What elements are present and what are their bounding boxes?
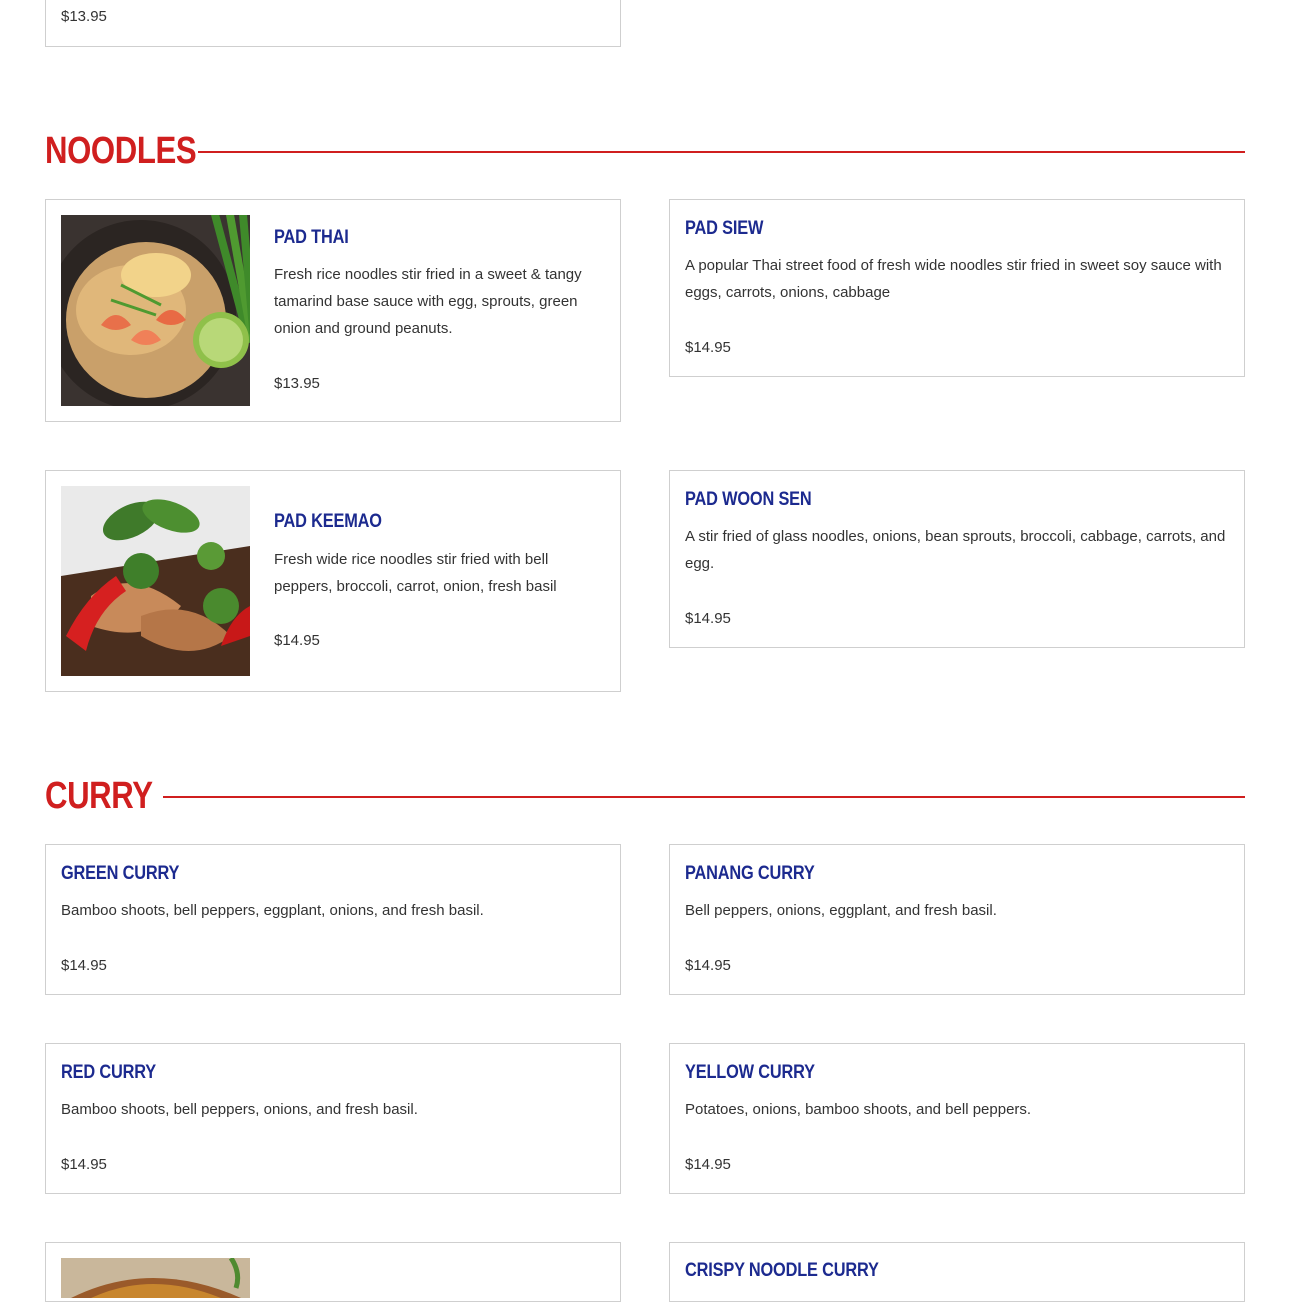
item-description: Fresh rice noodles stir fried in a sweet & tangy tamarind base sauce with egg, sprouts, green onion and ground peanuts.: [274, 266, 582, 337]
item-title: PAD KEEMAO: [274, 511, 382, 532]
item-price: $14.95: [61, 1156, 107, 1173]
item-price: $14.95: [61, 957, 107, 974]
item-description: Potatoes, onions, bamboo shoots, and bell peppers.: [685, 1101, 1032, 1118]
item-description: A popular Thai street food of fresh wide noodles stir fried in sweet soy sauce with eggs, carrots, onions, cabbage: [685, 257, 1222, 301]
item-description: Bell peppers, onions, eggplant, and fresh basil.: [685, 902, 997, 919]
menu-card-green-curry[interactable]: [45, 844, 621, 995]
item-title: YELLOW CURRY: [685, 1062, 815, 1083]
curry-photo: [61, 1258, 250, 1298]
pad-keemao-photo: [61, 486, 250, 676]
menu-card-pad-woon-sen[interactable]: [669, 470, 1245, 648]
item-description: Bamboo shoots, bell peppers, eggplant, onions, and fresh basil.: [61, 902, 484, 919]
item-title: PANANG CURRY: [685, 863, 815, 884]
item-title: PAD SIEW: [685, 218, 764, 239]
item-price: $14.95: [685, 610, 731, 627]
pad-thai-photo: [61, 215, 250, 406]
section-divider: [163, 796, 1245, 798]
item-price: $14.95: [685, 1156, 731, 1173]
menu-card-pad-thai[interactable]: [45, 199, 621, 422]
menu-card-curry-photo[interactable]: [45, 1242, 621, 1302]
section-title-curry: CURRY: [45, 775, 153, 817]
item-title: CRISPY NOODLE CURRY: [685, 1260, 879, 1281]
item-description: Bamboo shoots, bell peppers, onions, and fresh basil.: [61, 1101, 418, 1118]
item-title: RED CURRY: [61, 1062, 156, 1083]
section-divider: [198, 151, 1245, 153]
item-price: $14.95: [274, 632, 320, 649]
menu-card-crispy-noodle-curry[interactable]: [669, 1242, 1245, 1302]
menu-card-pad-siew[interactable]: [669, 199, 1245, 377]
item-description: A stir fried of glass noodles, onions, bean sprouts, broccoli, cabbage, carrots, and egg.: [685, 528, 1226, 572]
item-title: GREEN CURRY: [61, 863, 180, 884]
item-title: PAD THAI: [274, 227, 349, 248]
item-description: Fresh wide rice noodles stir fried with bell peppers, broccoli, carrot, onion, fresh basil: [274, 551, 557, 595]
section-title-noodles: NOODLES: [45, 130, 197, 172]
menu-card-yellow-curry[interactable]: [669, 1043, 1245, 1194]
item-title: PAD WOON SEN: [685, 489, 812, 510]
item-price: $13.95: [274, 375, 320, 392]
menu-card-panang-curry[interactable]: [669, 844, 1245, 995]
menu-card-pad-keemao[interactable]: [45, 470, 621, 692]
menu-card-partial-top: [45, 0, 621, 47]
item-price: $14.95: [685, 339, 731, 356]
item-price: $14.95: [685, 957, 731, 974]
item-price: $13.95: [61, 8, 107, 25]
menu-card-red-curry[interactable]: [45, 1043, 621, 1194]
